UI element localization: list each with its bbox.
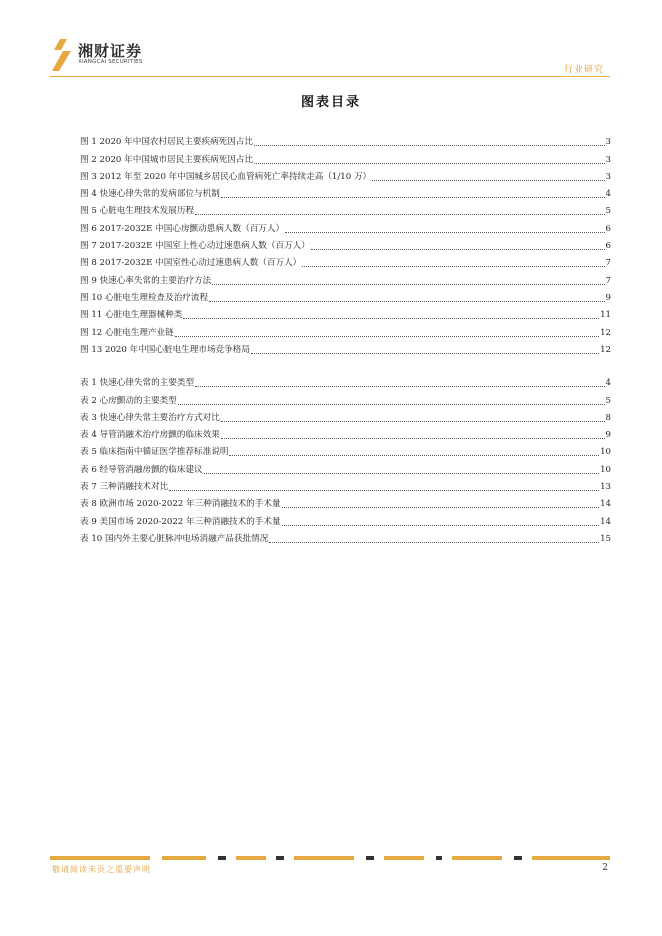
dot-leader [221, 197, 605, 198]
dot-leader [175, 336, 599, 337]
dot-leader [372, 180, 604, 181]
dot-leader [195, 214, 604, 215]
toc-entry[interactable] [80, 441, 611, 458]
toc-page: 10 [600, 464, 611, 475]
toc-page: 12 [600, 327, 611, 338]
toc-entry[interactable] [80, 235, 611, 252]
dot-leader [209, 301, 604, 302]
toc-entry[interactable] [80, 476, 611, 493]
toc-label: 表 9 美国市场 2020-2022 年三种消融技术的手术量 [80, 516, 281, 527]
dot-leader [221, 438, 605, 439]
dot-leader [178, 404, 605, 405]
toc-page: 9 [605, 292, 611, 303]
toc-page: 6 [605, 223, 611, 234]
toc-page: 4 [605, 378, 611, 389]
toc-label: 图 6 2017-2032E 中国心房颤动患病人数（百万人） [80, 223, 285, 234]
toc-entry[interactable] [80, 407, 611, 424]
table-list [80, 372, 611, 545]
toc-entry[interactable] [80, 287, 611, 304]
toc-page: 3 [605, 171, 611, 182]
toc-entry[interactable] [80, 148, 611, 165]
dot-leader [311, 249, 605, 250]
toc-entry[interactable] [80, 493, 611, 510]
dot-leader [183, 318, 599, 319]
dot-leader [229, 455, 599, 456]
brand-logo [50, 38, 160, 74]
toc-page: 14 [600, 499, 611, 510]
dot-leader [269, 542, 599, 543]
toc-label: 表 6 经导管消融房颤的临床建议 [80, 464, 203, 475]
toc-label: 图 7 2017-2032E 中国室上性心动过速患病人数（百万人） [80, 241, 310, 252]
toc-label: 图 1 2020 年中国农村居民主要疾病死因占比 [80, 137, 254, 148]
toc-entry[interactable] [80, 510, 611, 527]
toc-entry[interactable] [80, 372, 611, 389]
brand-name: 湘财证券 [78, 42, 143, 60]
toc-entry[interactable] [80, 252, 611, 269]
toc-page: 5 [605, 395, 611, 406]
toc-entry[interactable] [80, 217, 611, 234]
toc-page: 15 [600, 533, 611, 544]
toc-label: 表 5 临床指南中循证医学推荐标准说明 [80, 447, 229, 458]
toc-label: 图 4 快速心律失常的发病部位与机制 [80, 189, 220, 200]
toc-page: 6 [605, 241, 611, 252]
footer-stripe [50, 856, 610, 860]
dot-leader [251, 353, 599, 354]
toc-page: 13 [600, 482, 611, 493]
toc-label: 表 2 心房颤动的主要类型 [80, 395, 177, 406]
toc-page: 5 [605, 206, 611, 217]
toc-label: 表 4 导管消融术治疗房颤的临床效果 [80, 430, 220, 441]
toc-label: 图 5 心脏电生理技术发展历程 [80, 206, 195, 217]
dot-leader [254, 163, 604, 164]
dot-leader [221, 421, 605, 422]
toc-label: 图 12 心脏电生理产业链 [80, 327, 174, 338]
footer-disclaimer: 敬请阅读末页之重要声明 [52, 865, 151, 874]
dot-leader [204, 473, 599, 474]
dot-leader [302, 266, 604, 267]
toc-page: 3 [605, 154, 611, 165]
toc-label: 图 2 2020 年中国城市居民主要疾病死因占比 [80, 154, 254, 165]
toc-entry[interactable] [80, 183, 611, 200]
dot-leader [282, 525, 600, 526]
section-tag: 行业研究 [563, 65, 604, 75]
toc-label: 图 8 2017-2032E 中国室性心动过速患病人数（百万人） [80, 258, 302, 269]
toc-page: 10 [600, 447, 611, 458]
figure-list [80, 131, 611, 356]
toc-page: 11 [600, 310, 611, 321]
toc-label: 表 8 欧洲市场 2020-2022 年三种消融技术的手术量 [80, 499, 281, 510]
toc-label: 图 13 2020 年中国心脏电生理市场竞争格局 [80, 344, 250, 355]
toc-entry[interactable] [80, 528, 611, 545]
toc-label: 图 11 心脏电生理器械种类 [80, 310, 183, 321]
toc-entry[interactable] [80, 166, 611, 183]
dot-leader [195, 386, 604, 387]
toc-page: 3 [605, 137, 611, 148]
toc-page: 8 [605, 412, 611, 423]
dot-leader [169, 490, 599, 491]
toc-entry[interactable] [80, 321, 611, 338]
toc-page: 4 [605, 189, 611, 200]
page-number: 2 [602, 863, 608, 873]
toc-entry[interactable] [80, 424, 611, 441]
toc-entry[interactable] [80, 200, 611, 217]
toc-label: 图 9 快速心率失常的主要治疗方法 [80, 275, 212, 286]
toc-label: 图 3 2012 年至 2020 年中国城乡居民心血管病死亡率持续走高（1/10 万） [80, 171, 372, 182]
brand-mark-icon [50, 38, 74, 72]
toc-label: 表 3 快速心律失常主要治疗方式对比 [80, 412, 220, 423]
dot-leader [212, 284, 604, 285]
toc-label: 表 10 国内外主要心脏脉冲电场消融产品获批情况 [80, 533, 269, 544]
toc-page: 9 [605, 430, 611, 441]
dot-leader [254, 145, 604, 146]
toc-entry[interactable] [80, 269, 611, 286]
toc-label: 图 10 心脏电生理检查及治疗流程 [80, 292, 209, 303]
dot-leader [285, 232, 604, 233]
toc-page: 12 [600, 344, 611, 355]
brand-name-en: XIANGCAI SECURITIES [78, 59, 143, 65]
toc-entry[interactable] [80, 389, 611, 406]
page-title: 图表目录 [300, 95, 361, 110]
toc-label: 表 7 三种消融技术对比 [80, 482, 169, 493]
toc-entry[interactable] [80, 304, 611, 321]
toc-page: 7 [605, 275, 611, 286]
toc-page: 7 [605, 258, 611, 269]
toc-page: 14 [600, 516, 611, 527]
toc-entry[interactable] [80, 339, 611, 356]
dot-leader [282, 507, 600, 508]
toc-entry[interactable] [80, 131, 611, 148]
toc-entry[interactable] [80, 458, 611, 475]
toc-label: 表 1 快速心律失常的主要类型 [80, 378, 195, 389]
header-divider [50, 76, 610, 77]
